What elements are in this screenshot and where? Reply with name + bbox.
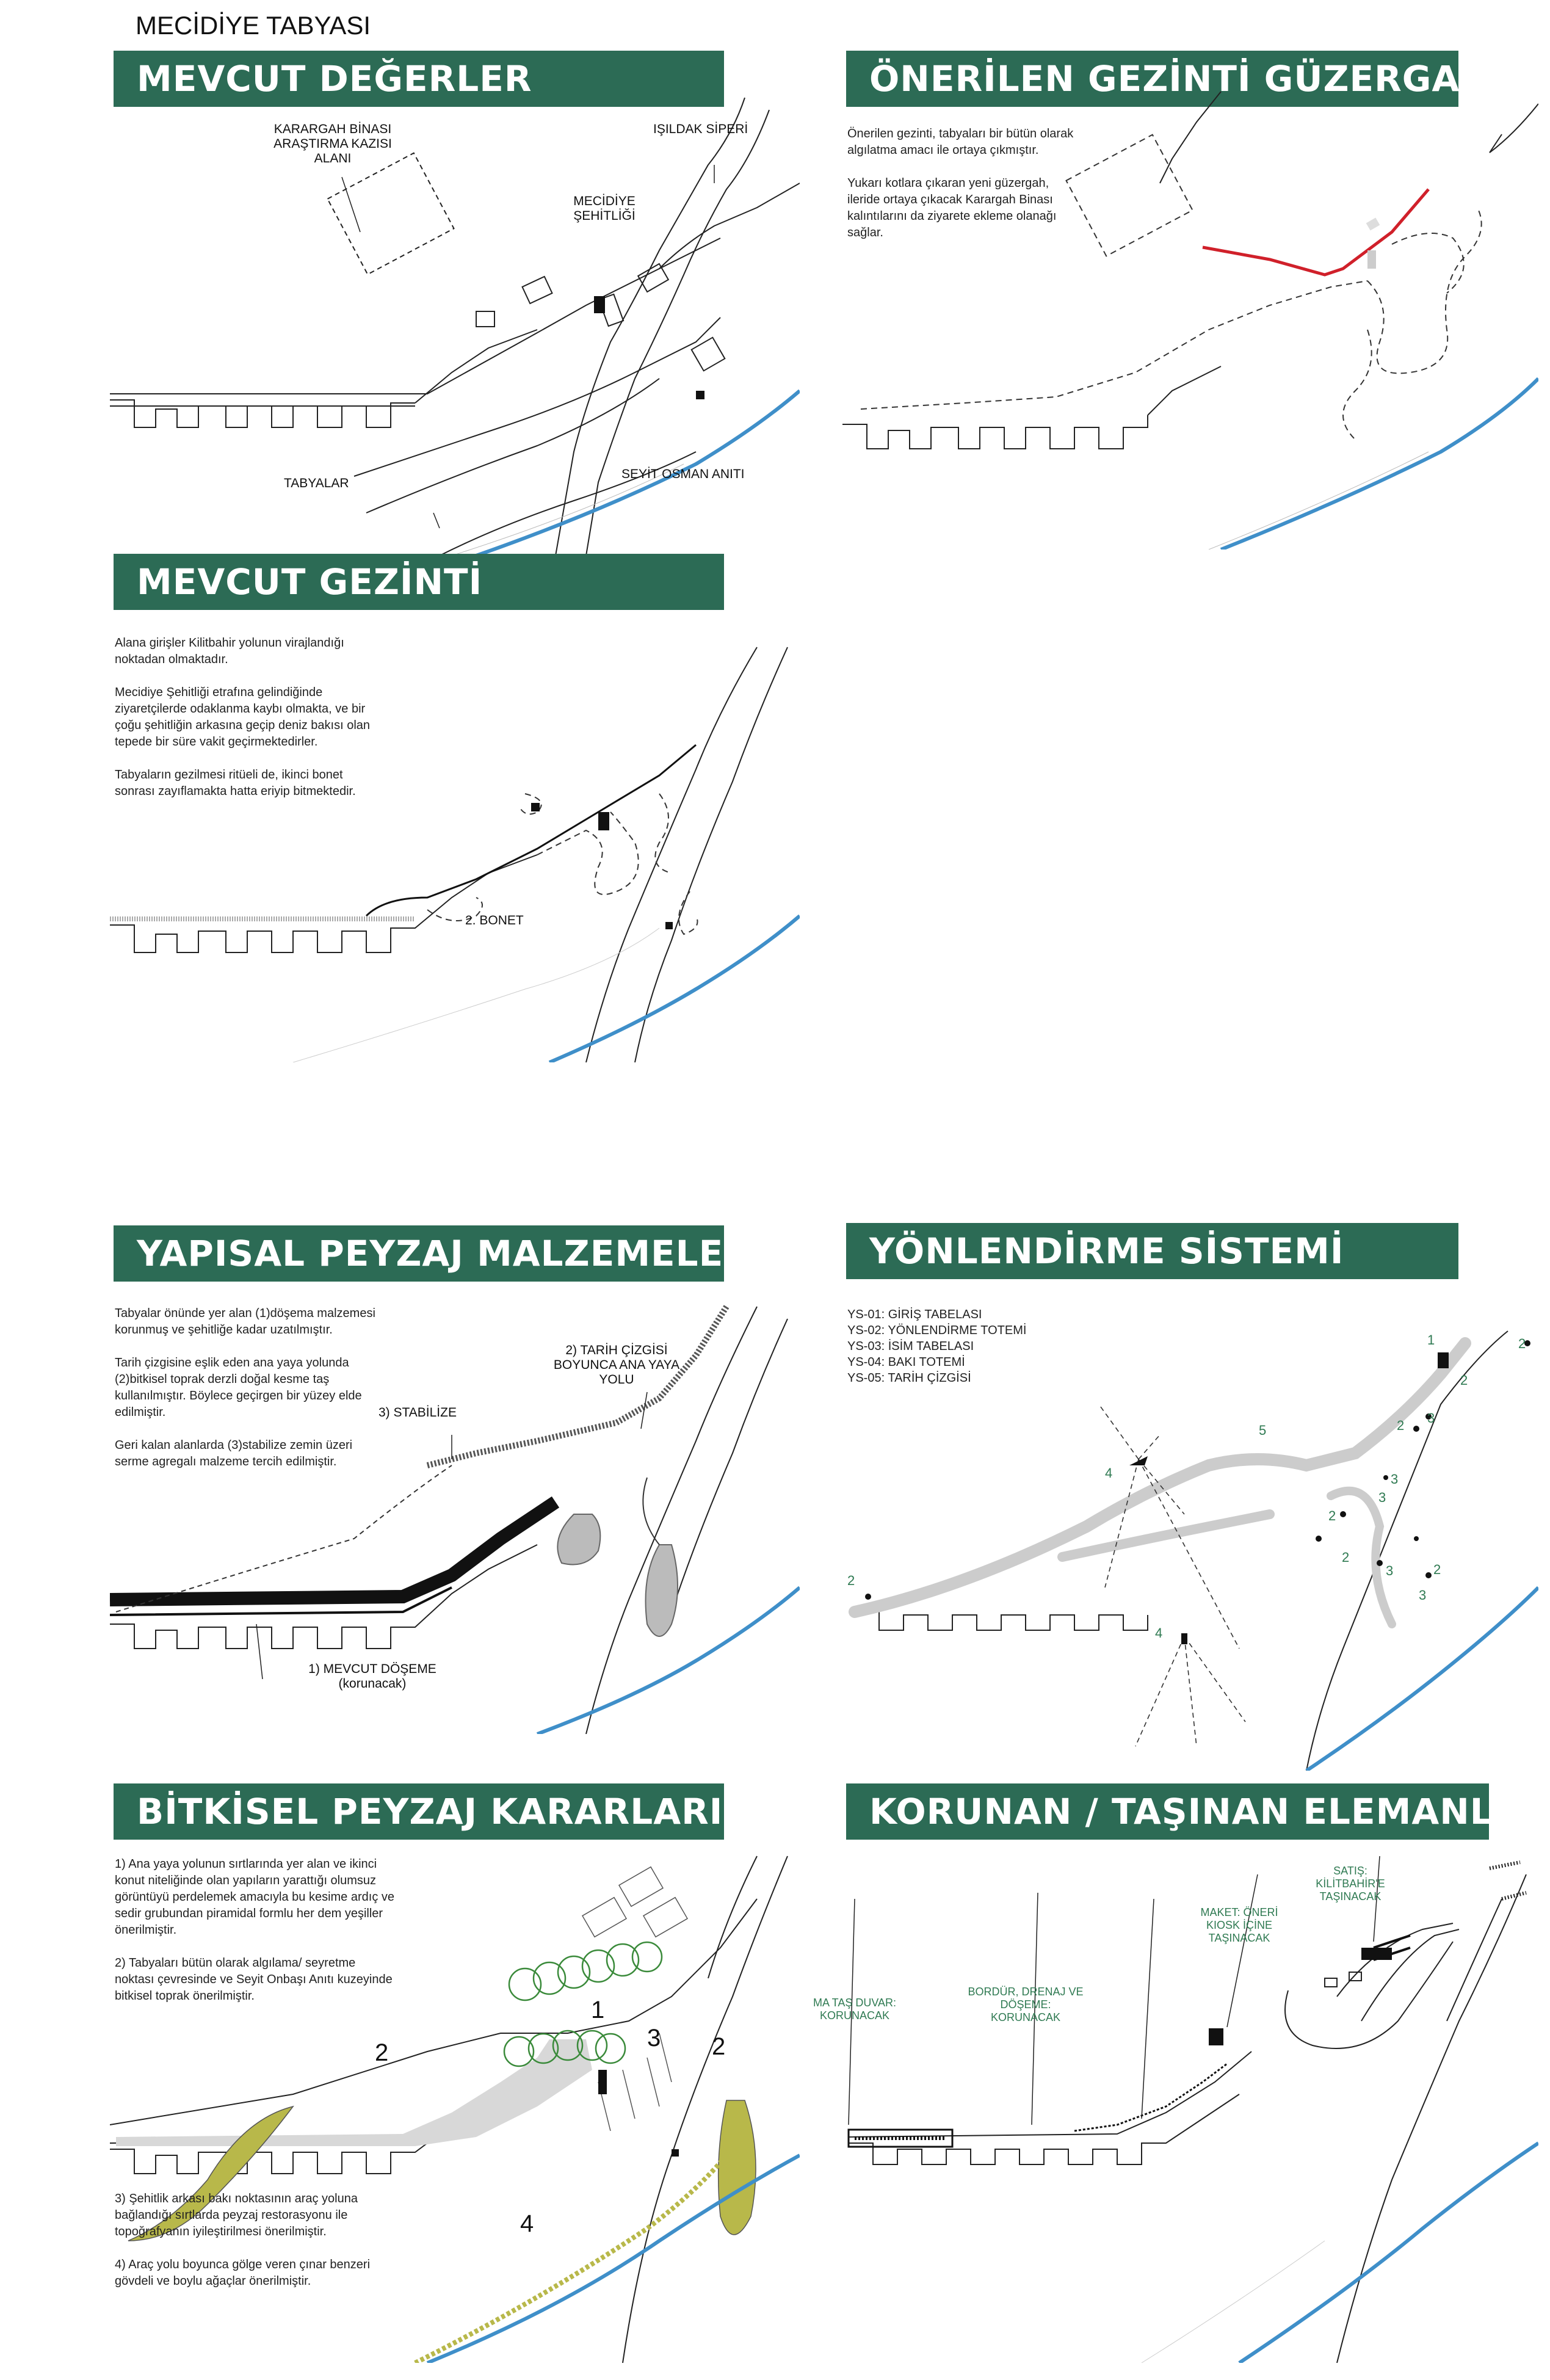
desc-mevcut-1: Alana girişler Kilitbahir yolunun virajlandığı noktadan olmaktadır. [115,636,344,666]
legend-yonlendirme [847,1307,1104,1386]
legend-ys-04: YS-04: BAKI TOTEMİ [847,1355,965,1369]
zone-number-2a: 2 [375,2039,389,2066]
desc-yapisal-2: Tarih çizgisine eşlik eden ana yaya yolunda (2)bitkisel toprak derzli doğal kesme taş kullanılmıştır. Böylece geçirgen bir yüzey elde edilmiştir. [115,1356,362,1419]
title-bitkisel-peyzaj: BİTKİSEL PEYZAJ KARARLARI [114,1783,724,1840]
label-tabyalar: TABYALAR [284,476,349,490]
zone-number-4: 4 [520,2210,534,2237]
desc-bitkisel-3: 3) Şehitlik arkası bakı noktasının araç yoluna bağlandığı sırtlarda peyzaj restorasyonu ile topoğrafyanın iyileştirilmesi önerilmiştir. [115,2192,358,2238]
page-title: MECİDİYE TABYASI [136,11,371,40]
title-onerilen-gezinti: ÖNERİLEN GEZİNTİ GÜZERGAHI [846,51,1458,107]
label-sehitlik: MECİDİYE ŞEHİTLİĞİ [573,194,636,223]
label-bonet: 2. BONET [465,913,524,927]
legend-ys-03: YS-03: İSİM TABELASI [847,1340,974,1353]
marker-number: 2 [1460,1373,1468,1388]
marker-number: 2 [1342,1550,1350,1565]
panel-korunan [812,1838,1538,2363]
label-stabilize: 3) STABİLİZE [378,1406,457,1420]
desc-onerilen-2: Yukarı kotlara çıkaran yeni güzergah, ileride ortaya çıkacak Karargah Binası kalıntılarını da ziyarete ekleme olanağı sağlar. [847,176,1057,239]
marker-number: 3 [1391,1471,1399,1487]
legend-ys-05: YS-05: TARİH ÇİZGİSİ [847,1371,971,1385]
title-korunan: KORUNAN / TAŞINAN ELEMANLAR [846,1783,1489,1840]
panel-mevcut-degerler [110,85,800,556]
title-yonlendirme: YÖNLENDİRME SİSTEMİ [846,1223,1458,1279]
desc-onerilen-gezinti [847,126,1079,258]
marker-number: 2 [1397,1418,1405,1433]
marker-number: 3 [1419,1587,1427,1603]
desc-mevcut-3: Tabyaların gezilmesi ritüeli de, ikinci bonet sonrası zayıflamakta hatta eriyip bitmektedir. [115,768,356,798]
panel-yonlendirme [842,1282,1538,1771]
zone-number-1: 1 [591,1997,605,2023]
label-seyit: SEYİT OSMAN ANITI [621,467,745,481]
marker-number: 2 [1518,1336,1526,1351]
zone-number-3: 3 [647,2025,661,2052]
marker-number: 1 [1427,1332,1435,1348]
marker-number: 2 [1328,1508,1336,1523]
zone-number-2b: 2 [712,2033,726,2060]
desc-bitkisel-1: 1) Ana yaya yolunun sırtlarında yer alan ve ikinci konut niteliğinde olan yapıların yarattığı olumsuz görüntüyü perdelemek amacıyla bu kesime ardıç ve sedir grubundan piramidal formlu her dem yeşiller önerilmiştir. [115,1857,395,1937]
marker-number: 3 [1386,1563,1394,1578]
legend-ys-01: YS-01: GİRİŞ TABELASI [847,1308,982,1321]
label-tas-duvar: MA TAŞ DUVAR: KORUNACAK [813,1997,897,2022]
label-doseme: 1) MEVCUT DÖŞEME (korunacak) [308,1662,436,1691]
desc-yapisal-3: Geri kalan alanlarda (3)stabilize zemin üzeri serme agregalı malzeme tercih edilmiştir. [115,1439,353,1468]
desc-bitkisel-top [115,1856,396,2021]
desc-yapisal-1: Tabyalar önünde yer alan (1)döşema malzemesi korunmuş ve şehitliğe kadar uzatılmıştır. [115,1307,375,1337]
legend-ys-02: YS-02: YÖNLENDİRME TOTEMİ [847,1324,1027,1337]
desc-bitkisel-bottom [115,2191,383,2306]
desc-yapisal-peyzaj [115,1305,383,1487]
label-karargah: KARARGAH BİNASI ARAŞTIRMA KAZISI ALANI [273,122,392,165]
title-yapisal-peyzaj: YAPISAL PEYZAJ MALZEMELERİ [114,1225,724,1282]
label-bordur: BORDÜR, DRENAJ VE DÖŞEME: KORUNACAK [968,1986,1084,2023]
map-korunan [812,1838,1538,2363]
map-mevcut-degerler [110,85,800,556]
marker-number: 4 [1155,1625,1163,1641]
label-tarih-cizgisi: 2) TARİH ÇİZGİSİ BOYUNCA ANA YAYA YOLU [553,1343,680,1387]
marker-number: 5 [1259,1423,1267,1438]
marker-number: 2 [1433,1562,1441,1577]
title-mevcut-degerler: MEVCUT DEĞERLER [114,51,724,107]
marker-number: 4 [1105,1465,1113,1481]
label-isildak: IŞILDAK SİPERİ [653,122,748,136]
marker-number: 3 [1378,1490,1386,1505]
label-maket: MAKET: ÖNERİ KIOSK İÇİNE TAŞINACAK [1200,1906,1278,1944]
panel-bitkisel-peyzaj [110,1838,800,2363]
desc-mevcut-2: Mecidiye Şehitliği etrafına gelindiğinde ziyaretçilerde odaklanma kaybı olmakta, ve bir çoğu şehitliğin arkasına geçip deniz bakısı olan tepede bir süre vakit geçirmektedirler. [115,686,371,749]
title-mevcut-gezinti: MEVCUT GEZİNTİ [114,554,724,610]
desc-bitkisel-2: 2) Tabyaları bütün olarak algılama/ seyretme noktası çevresinde ve Seyit Onbaşı Anıtı kuzeyinde bitkisel toprak önerilmiştir. [115,1956,393,2003]
desc-onerilen-1: Önerilen gezinti, tabyaları bir bütün olarak algılatma amacı ile ortaya çıkmıştır. [847,127,1074,157]
label-satis: SATIŞ: KİLİTBAHİR'E TAŞINACAK [1316,1865,1385,1903]
desc-bitkisel-4: 4) Araç yolu boyunca gölge veren çınar benzeri gövdeli ve boylu ağaçlar önerilmiştir. [115,2258,371,2288]
marker-number: 3 [1427,1410,1435,1426]
panel-onerilen-gezinti [842,85,1538,550]
panel-mevcut-gezinti [110,611,800,1062]
panel-yapisal-peyzaj [110,1282,800,1734]
desc-mevcut-gezinti [115,635,383,816]
marker-number: 2 [847,1573,855,1588]
